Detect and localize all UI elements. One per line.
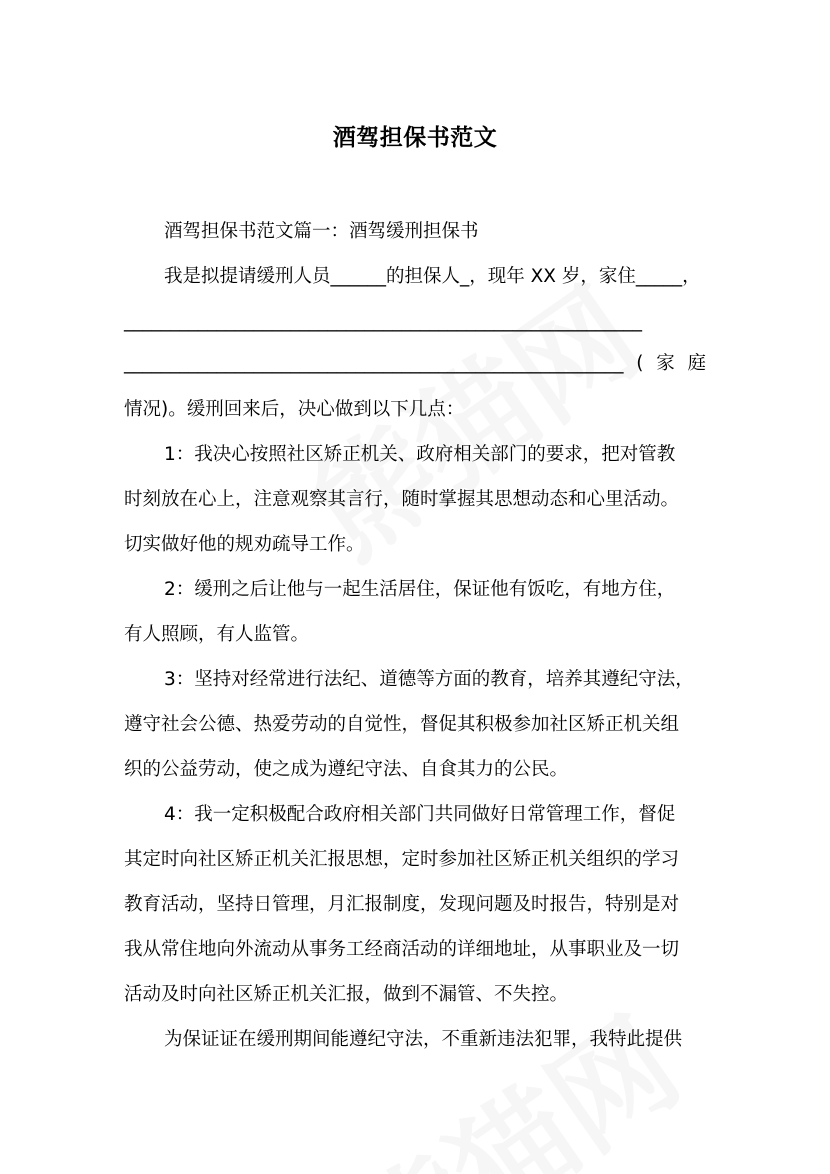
paragraph-line: 有人照顾，有人监管。 [124, 624, 310, 645]
blank-fill-line: ________________________________________________________ [124, 311, 642, 332]
paragraph-line: 3：坚持对经常进行法纪、道德等方面的教育，培养其遵纪守法， [164, 669, 694, 690]
text-fragment: ( [636, 353, 644, 374]
paragraph-line: 时刻放在心上，注意观察其言行，随时掌握其思想动态和心里活动。 [124, 489, 680, 510]
paragraph-line: 我是拟提请缓刑人员______的担保人_，现年 XX 岁，家住_____， [164, 266, 701, 287]
text-fragment: 家 [656, 353, 675, 374]
paragraph-line: 切实做好他的规劝疏导工作。 [124, 534, 365, 555]
paragraph-line: 我从常住地向外流动从事务工经商活动的详细地址，从事职业及一切 [124, 939, 680, 960]
text-fragment: 庭 [687, 353, 706, 374]
paragraph-line: 遵守社会公德、热爱劳动的自觉性，督促其积极参加社区矫正机关组 [124, 714, 680, 735]
paragraph-line [124, 350, 706, 378]
paragraph-line: 教育活动，坚持日管理，月汇报制度，发现问题及时报告，特别是对 [124, 894, 680, 915]
section-heading: 酒驾担保书范文篇一：酒驾缓刑担保书 [164, 221, 479, 242]
paragraph-line: 1：我决心按照社区矫正机关、政府相关部门的要求，把对管教 [164, 444, 676, 465]
paragraph-line: 织的公益劳动，使之成为遵纪守法、自食其力的公民。 [124, 759, 569, 780]
paragraph-line: 情况)。缓刑回来后，决心做到以下几点： [124, 399, 465, 420]
paragraph-line: 为保证证在缓刑期间能遵纪守法，不重新违法犯罪，我特此提供 [164, 1029, 683, 1050]
paragraph-line: 4：我一定积极配合政府相关部门共同做好日常管理工作，督促 [164, 804, 676, 825]
paragraph-line: 活动及时向社区矫正机关汇报，做到不漏管、不失控。 [124, 984, 569, 1005]
blank-fill-segment: ______________________________________________________ [124, 353, 624, 374]
paragraph-line: 2：缓刑之后让他与一起生活居住，保证他有饭吃，有地方住， [164, 579, 676, 600]
page-title: 酒驾担保书范文 [332, 125, 498, 151]
paragraph-line: 其定时向社区矫正机关汇报思想，定时参加社区矫正机关组织的学习 [124, 849, 680, 870]
